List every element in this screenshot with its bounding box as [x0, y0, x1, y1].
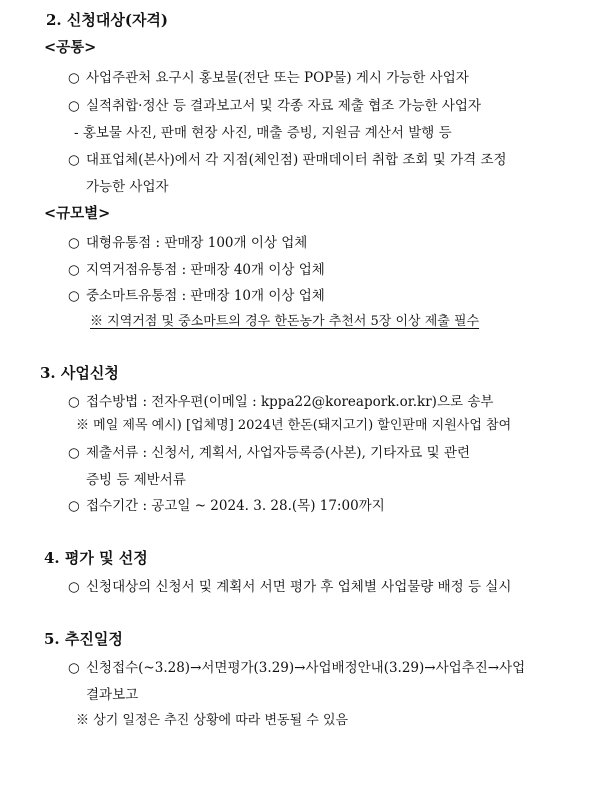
size-label: <규모별>	[44, 205, 111, 222]
schedule-note: ※ 상기 일정은 추진 상황에 따라 변동될 수 있음	[76, 713, 349, 728]
bullet: ○	[68, 288, 80, 304]
list-item	[68, 577, 511, 597]
list-item	[68, 658, 525, 678]
bullet: ○	[68, 498, 80, 514]
list-item-text: 접수방법 : 전자우편(이메일 : kppa22@koreapork.or.kr)으로 송부	[86, 394, 494, 410]
bullet: ○	[68, 660, 80, 676]
bullet: ○	[68, 98, 80, 114]
list-item-text: 사업주관처 요구시 홍보물(전단 또는 POP물) 게시 가능한 사업자	[86, 70, 469, 86]
list-item-text: 대표업체(본사)에서 각 지점(체인점) 판매데이터 취합 조회 및 가격 조정	[86, 152, 507, 168]
list-item-continuation: 결과보고	[86, 687, 139, 703]
list-item-text: 신청대상의 신청서 및 계획서 서면 평가 후 업체별 사업물량 배정 등 실시	[86, 579, 512, 595]
list-item-continuation: 가능한 사업자	[86, 179, 169, 195]
list-item	[68, 68, 469, 88]
common-label: <공통>	[44, 39, 97, 56]
sub-item: - 홍보물 사진, 판매 현장 사진, 매출 증빙, 지원금 계산서 발행 등	[74, 125, 452, 141]
list-item	[68, 443, 470, 463]
list-item-text: 대형유통점 : 판매장 100개 이상 업체	[86, 235, 308, 251]
email-subject-note: ※ 메일 제목 예시) [업체명] 2024년 한돈(돼지고기) 할인판매 지원사업 참여	[76, 418, 512, 433]
list-item-text: 신청접수(~3.28)→서면평가(3.29)→사업배정안내(3.29)→사업추진→사업	[86, 660, 526, 676]
list-item-text: 실적취합·정산 등 결과보고서 및 각종 자료 제출 협조 가능한 사업자	[86, 98, 482, 114]
list-item	[68, 96, 481, 116]
bullet: ○	[68, 235, 80, 251]
list-item-continuation: 증빙 등 제반서류	[86, 472, 186, 488]
requirement-note: ※ 지역거점 및 중소마트의 경우 한돈농가 추천서 5장 이상 제출 필수	[90, 314, 480, 329]
list-item	[68, 286, 325, 306]
list-item	[68, 260, 325, 280]
section-5-heading: 5. 추진일정	[44, 630, 123, 648]
bullet: ○	[68, 579, 80, 595]
section-2-heading: 2. 신청대상(자격)	[46, 11, 169, 29]
bullet: ○	[68, 445, 80, 461]
list-item	[68, 496, 385, 516]
list-item-text: 중소마트유통점 : 판매장 10개 이상 업체	[86, 288, 325, 304]
section-3-heading: 3. 사업신청	[40, 364, 119, 382]
list-item-text: 제출서류 : 신청서, 계획서, 사업자등록증(사본), 기타자료 및 관련	[86, 445, 471, 461]
list-item-text: 접수기간 : 공고일 ~ 2024. 3. 28.(목) 17:00까지	[86, 498, 385, 514]
bullet: ○	[68, 70, 80, 86]
list-item	[68, 150, 507, 170]
list-item	[68, 392, 493, 412]
bullet: ○	[68, 394, 80, 410]
bullet: ○	[68, 152, 80, 168]
list-item	[68, 233, 307, 253]
list-item-text: 지역거점유통점 : 판매장 40개 이상 업체	[86, 262, 325, 278]
section-4-heading: 4. 평가 및 선정	[44, 549, 148, 567]
bullet: ○	[68, 262, 80, 278]
